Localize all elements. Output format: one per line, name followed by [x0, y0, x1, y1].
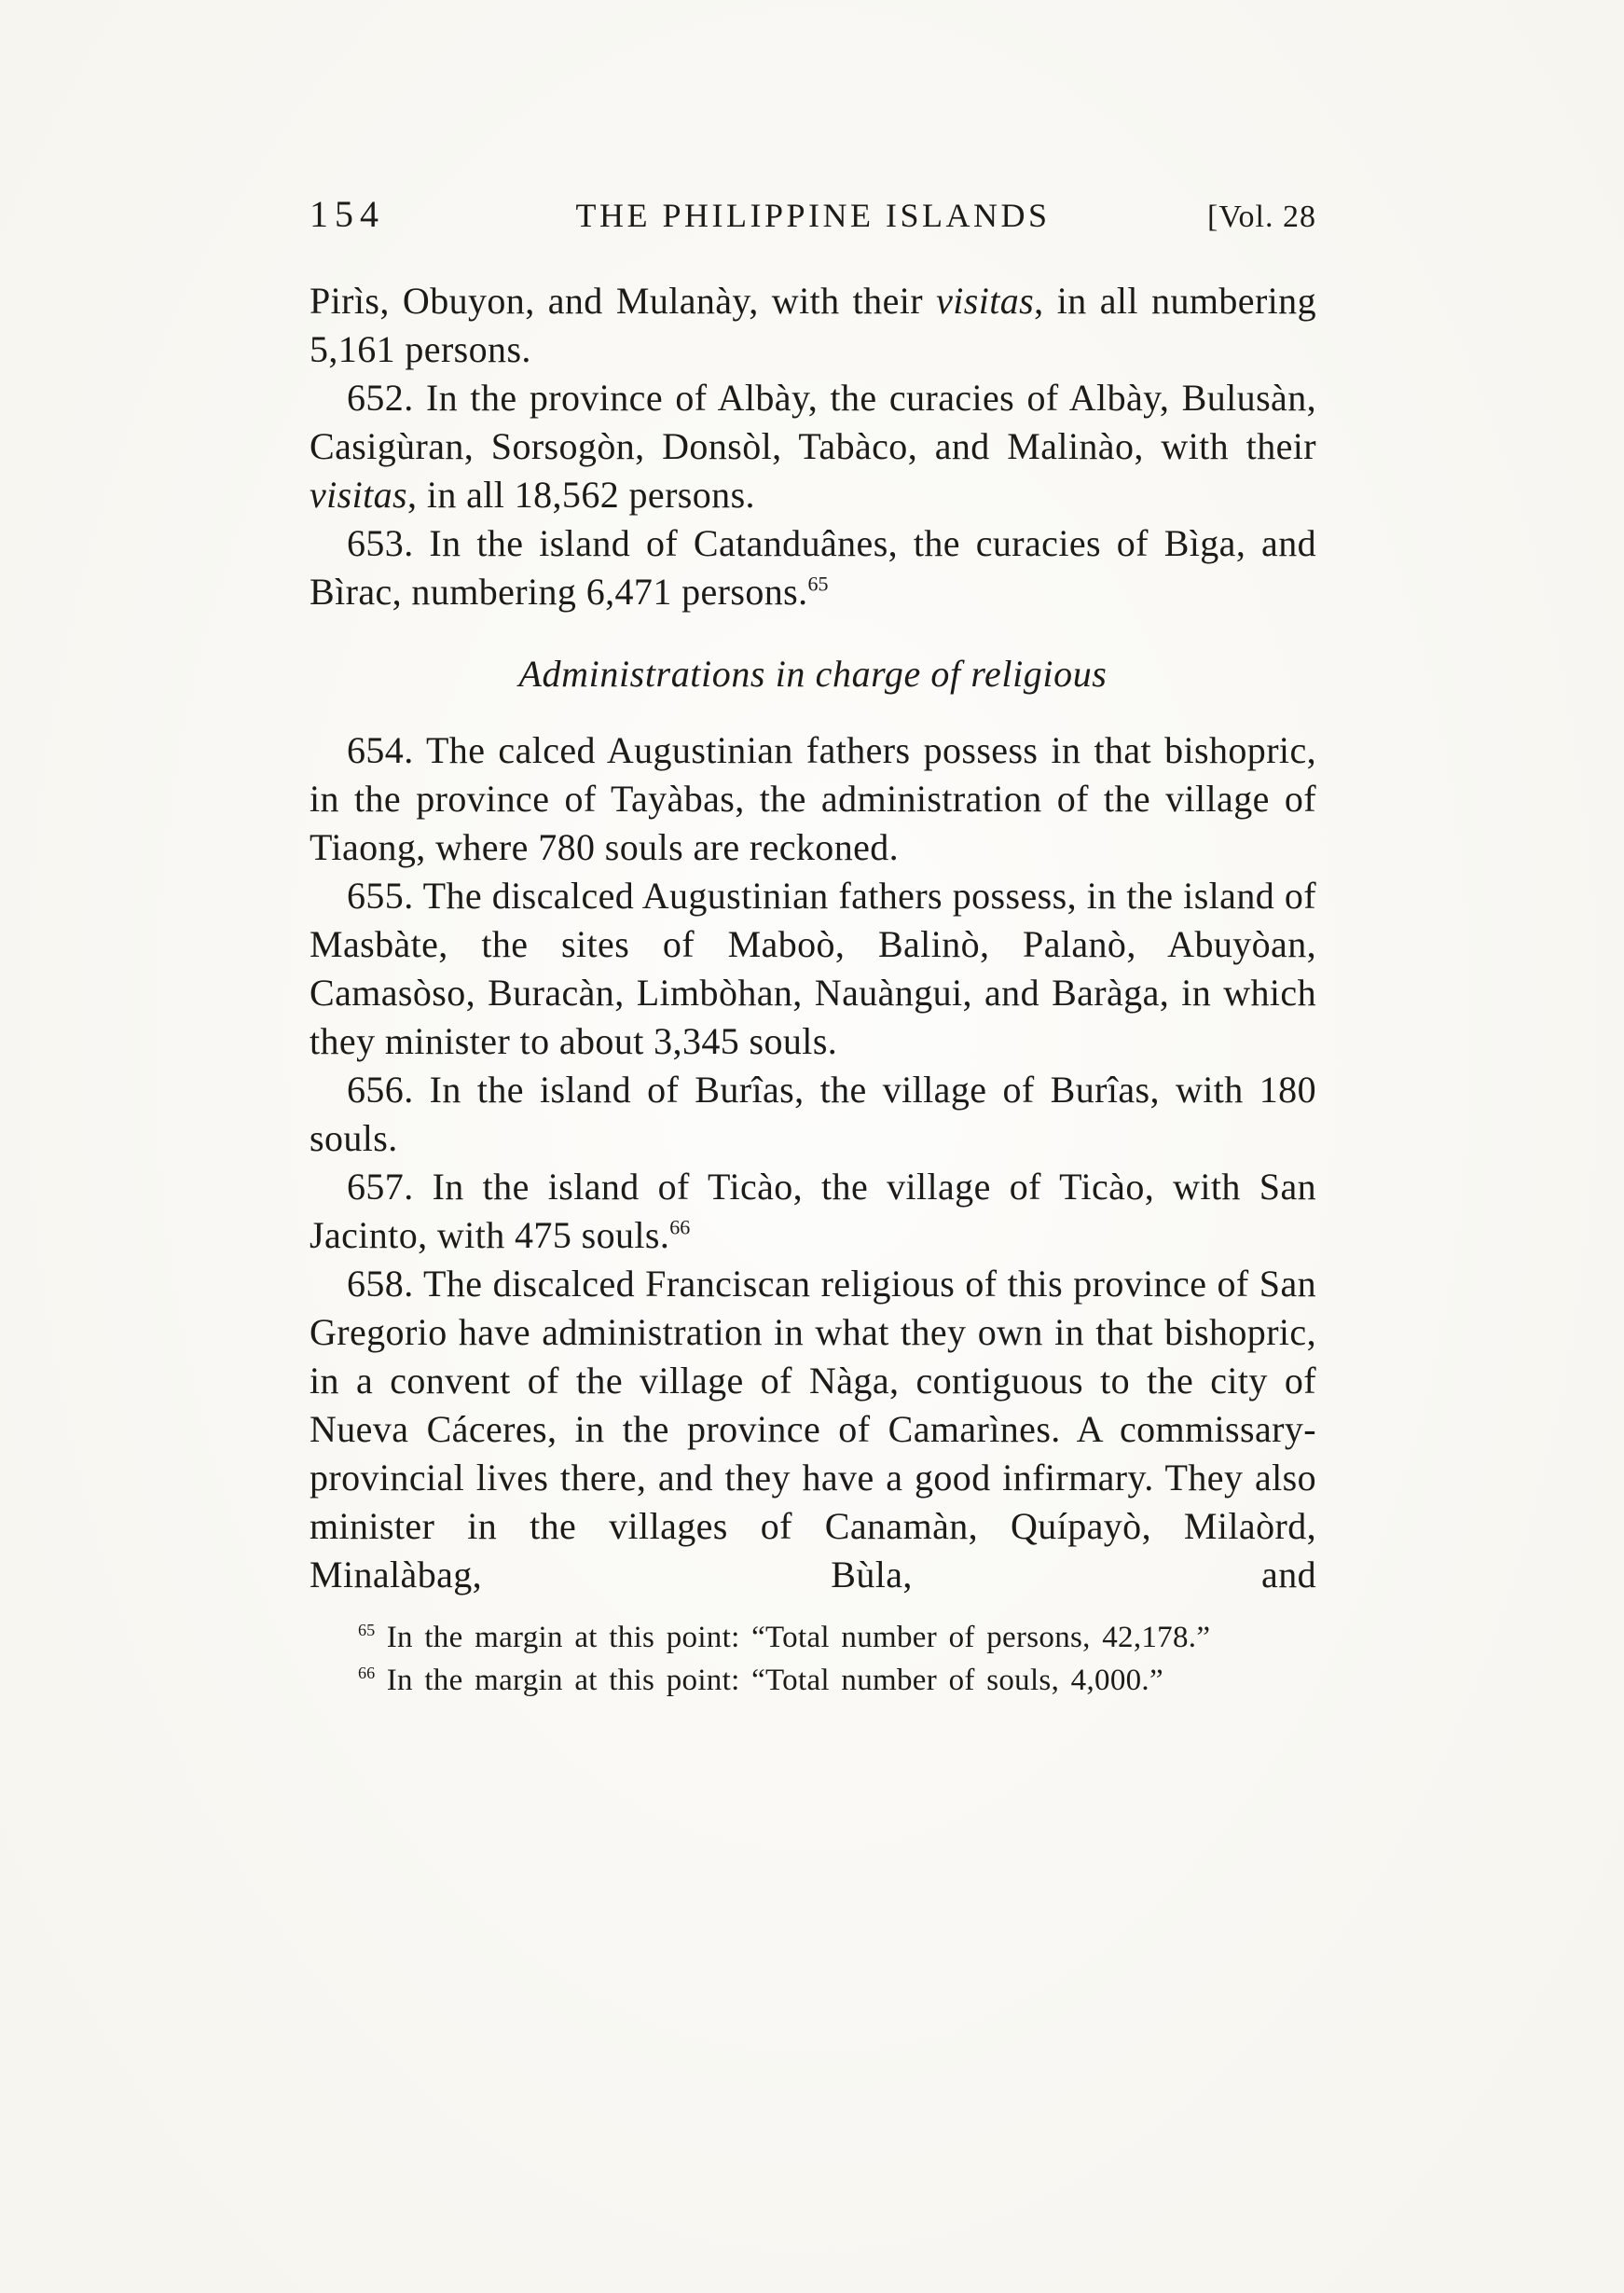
text-block: [310, 192, 1316, 1702]
running-title: THE PHILIPPINE ISLANDS: [575, 197, 1051, 234]
paragraph: 656. In the island of Burîas, the village of Burîas, with 180 souls.: [310, 1069, 1316, 1159]
paragraph: Pirìs, Obuyon, and Mulanày, with their visitas, in all numbering 5,161 persons.: [310, 280, 1316, 370]
paragraph: 654. The calced Augustinian fathers possess in that bishopric, in the province of Tayàbas, the administration of the village of Tiaong, where 780 souls are reckoned.: [310, 729, 1316, 868]
footnote-marker: 66: [358, 1664, 376, 1682]
page-header: [310, 192, 1316, 236]
paragraph: 652. In the province of Albày, the curacies of Albày, Bulusàn, Casigùran, Sorsogòn, Donsòl, Tabàco, and Malinào, with their visitas, in all 18,562 persons.: [310, 377, 1316, 516]
paragraph: 657. In the island of Ticào, the village of Ticào, with San Jacinto, with 475 souls.$^{66}$: [310, 1166, 1316, 1256]
footnote: $^{66}$ In the margin at this point: “Total number of souls, 4,000.”: [358, 1664, 1163, 1697]
footnote-marker: 65: [358, 1621, 376, 1639]
page-number: 154: [310, 193, 385, 235]
section-heading: Administrations in charge of religious: [518, 653, 1108, 695]
paragraph: 658. The discalced Franciscan religious of this province of San Gregorio have administration in what they own in that bishopric, in a convent of the village of Nàga, contiguous to the city of Nueva Cáceres, in the province of Camarìnes. A commissary-provincial lives there, and they have a good infirmary. They also minister in the villages of Canamàn, Quípayò, Milaòrd, Minalàbag, Bùla, and: [310, 1263, 1316, 1595]
footnote: $^{65}$ In the margin at this point: “Total number of persons, 42,178.”: [358, 1621, 1211, 1654]
footnotes: [310, 1616, 1316, 1702]
paragraph: 655. The discalced Augustinian fathers possess, in the island of Masbàte, the sites of Maboò, Balinò, Palanò, Abuyòan, Camasòso, Buracàn, Limbòhan, Nauàngui, and Baràga, in which they minister to about 3,345 souls.: [310, 875, 1316, 1062]
body-text: [310, 277, 1316, 1599]
footnote-marker: 65: [807, 572, 829, 596]
paragraph: 653. In the island of Catanduânes, the curacies of Bìga, and Bìrac, numbering 6,471 persons.$^{65}$: [310, 522, 1316, 613]
footnote-marker: 66: [669, 1215, 691, 1239]
volume-label: [Vol. 28: [1207, 200, 1316, 234]
